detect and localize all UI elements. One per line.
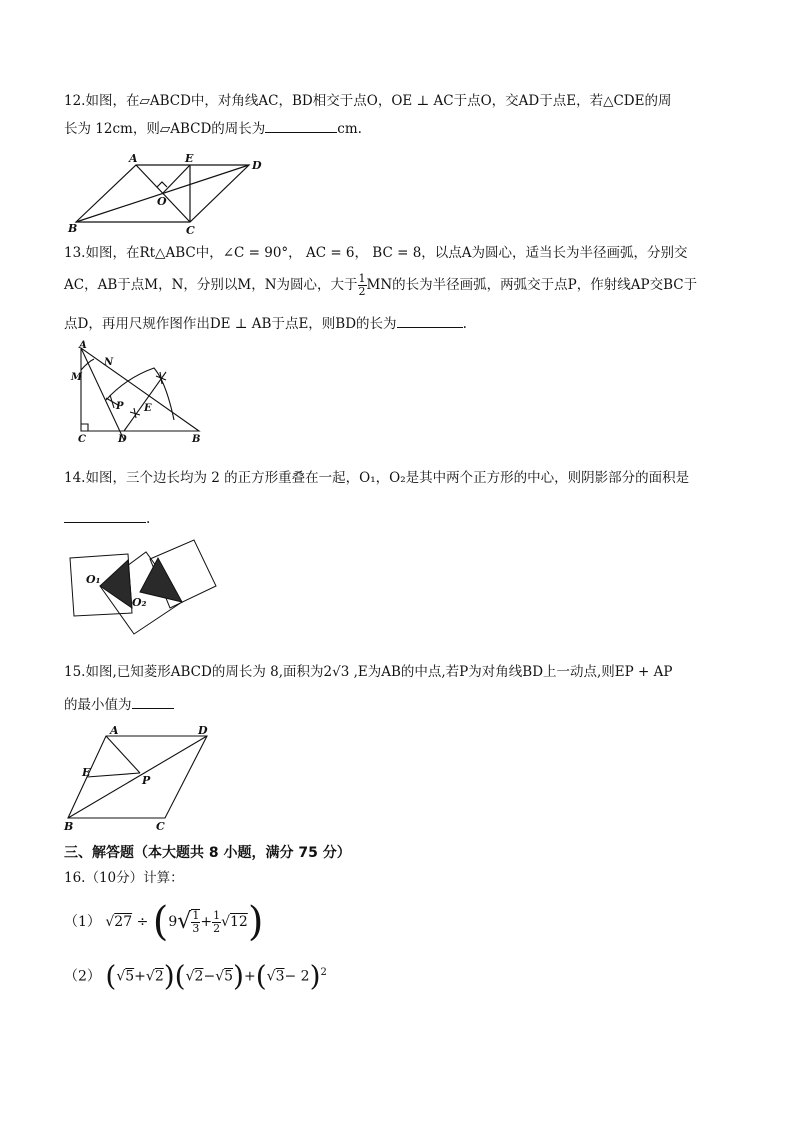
q12-line1: 12.如图，在▱ABCD中，对角线AC，BD相交于点O，OE ⊥ AC于点O，交AD于点E，若△CDE的周 [64, 93, 672, 109]
q13-label-c: C [78, 434, 86, 445]
q13-frac-den: 2 [358, 285, 366, 298]
q16-title: 16.（10分）计算： [64, 870, 184, 886]
q15-label-d: D [198, 724, 208, 737]
q13-line2-text-b: MN的长为半径画弧，两弧交于点P，作射线AP交BC于 [366, 277, 698, 293]
q16-p2-minus: − [203, 968, 216, 985]
q13-period: . [462, 316, 467, 332]
q13-line1: 13.如图，在Rt△ABC中，∠C = 90°， AC = 6， BC = 8，以点A为圆心，适当长为半径画弧，分别交 [64, 245, 688, 261]
q14-figure [66, 536, 226, 638]
q12-label-c: C [186, 224, 195, 236]
q16-p1-frac2: $\frac{1}{2}$ [213, 908, 221, 935]
q13-cross-p2 [110, 395, 114, 408]
q16-part2: （2） $(√5+√2)(√2-√5)+(√3- 2)^2$ [64, 959, 327, 993]
q13-figure [66, 340, 216, 446]
q16-p2-plus: + [134, 968, 146, 985]
q15-figure [62, 722, 222, 834]
q13-answer-blank [397, 313, 463, 328]
q15-line2-text: 的最小值为 [64, 697, 132, 713]
q16-p2-sqrt2b: √2 [185, 968, 204, 985]
q13-right-angle-mark [81, 424, 88, 431]
q15-line2 [64, 694, 174, 714]
q16-p1-div: ÷ [136, 914, 149, 930]
q13-label-b: B [192, 434, 201, 445]
q13-line3-text: 点D，再用尺规作图作出DE ⊥ AB于点E，则BD的长为 [64, 316, 397, 332]
q12-right-angle-mark [157, 182, 167, 187]
q15-label-b: B [64, 820, 74, 833]
q15-answer-blank [132, 694, 174, 709]
q16-part1 [64, 898, 263, 946]
q12-line2-text: 长为 12cm，则▱ABCD的周长为 [64, 121, 266, 137]
q16-p2-exponent: 2 [320, 967, 327, 978]
q14-label-o1: O₁ [86, 573, 101, 586]
q12-label-e: E [185, 152, 194, 165]
q13-label-m: M [71, 372, 83, 383]
q13-line2 [64, 270, 697, 300]
q16-p2-minus2: − 2 [284, 968, 310, 985]
q16-p1-sqrt-sign: √ [177, 909, 192, 934]
q13-label-d: D [118, 434, 127, 445]
q13-triangle [81, 348, 199, 431]
q16-p1-lparen: ( [152, 899, 169, 945]
q13-label-n: N [104, 357, 114, 368]
q13-frac-num: 1 [358, 272, 366, 285]
q13-fraction [358, 273, 367, 298]
q13-label-e: E [144, 403, 152, 414]
q16-p2-plus2: + [243, 968, 256, 985]
q16-p2-sqrt2: √2 [145, 968, 164, 985]
q16-p2-label: （2） [64, 968, 101, 985]
q13-line2-text: AC，AB于点M，N，分别以M，N为圆心，大于 [64, 277, 358, 293]
q14-shaded-region-1 [100, 560, 132, 608]
q14-label-o2: O₂ [132, 596, 147, 609]
q15-segment-ep [87, 773, 140, 777]
q16-p1-sqrt27: √27 [105, 914, 133, 930]
section-heading: 三、解答题（本大题共 8 小题，满分 75 分） [64, 845, 351, 861]
q15-label-p: P [142, 774, 151, 787]
q16-p2-sqrt3: √3 [266, 968, 285, 985]
q12-label-a: A [129, 152, 138, 165]
q15-segment-ap [106, 736, 140, 773]
q16-p1-sqrt12: √12 [221, 914, 248, 930]
q16-p1-rparen: ) [247, 899, 264, 945]
q12-label-d: D [252, 159, 262, 172]
q15-label-e: E [82, 766, 91, 779]
q15-label-a: A [110, 724, 119, 737]
q16-p2-sqrt5b: √5 [215, 968, 234, 985]
q12-answer-blank [265, 118, 337, 133]
q14-line2 [64, 508, 150, 528]
q16-p2-sqrt5: √5 [116, 968, 135, 985]
q16-p1-label: （1） [64, 914, 101, 930]
q12-figure [66, 150, 276, 236]
q14-period: . [146, 511, 151, 527]
q14-answer-blank [64, 508, 146, 523]
q13-label-a: A [79, 340, 87, 351]
q14-line1: 14.如图，三个边长均为 2 的正方形重叠在一起，O₁，O₂是其中两个正方形的中心，则阴影部分的面积是 [64, 470, 690, 486]
q12-unit: cm. [337, 121, 362, 137]
q15-label-c: C [156, 820, 165, 833]
q13-ray-ap [81, 348, 124, 440]
q13-label-p: P [116, 401, 124, 412]
q12-label-b: B [68, 222, 78, 235]
q12-diagonal-bd [76, 165, 249, 222]
q16-p1-frac1: $\frac{1}{3}$ [192, 909, 200, 935]
q13-perpendicular-line [124, 372, 166, 431]
q16-p1-plus: + [200, 914, 213, 930]
q15-line1: 15.如图,已知菱形ABCD的周长为 8,面积为2√3 ,E为AB的中点,若P为对角线BD上一动点,则EP + AP [64, 664, 673, 680]
q12-line2 [64, 118, 362, 138]
q16-p1-nine: 9 [168, 914, 178, 930]
q13-line3 [64, 313, 467, 333]
q12-label-o: O [157, 195, 167, 208]
